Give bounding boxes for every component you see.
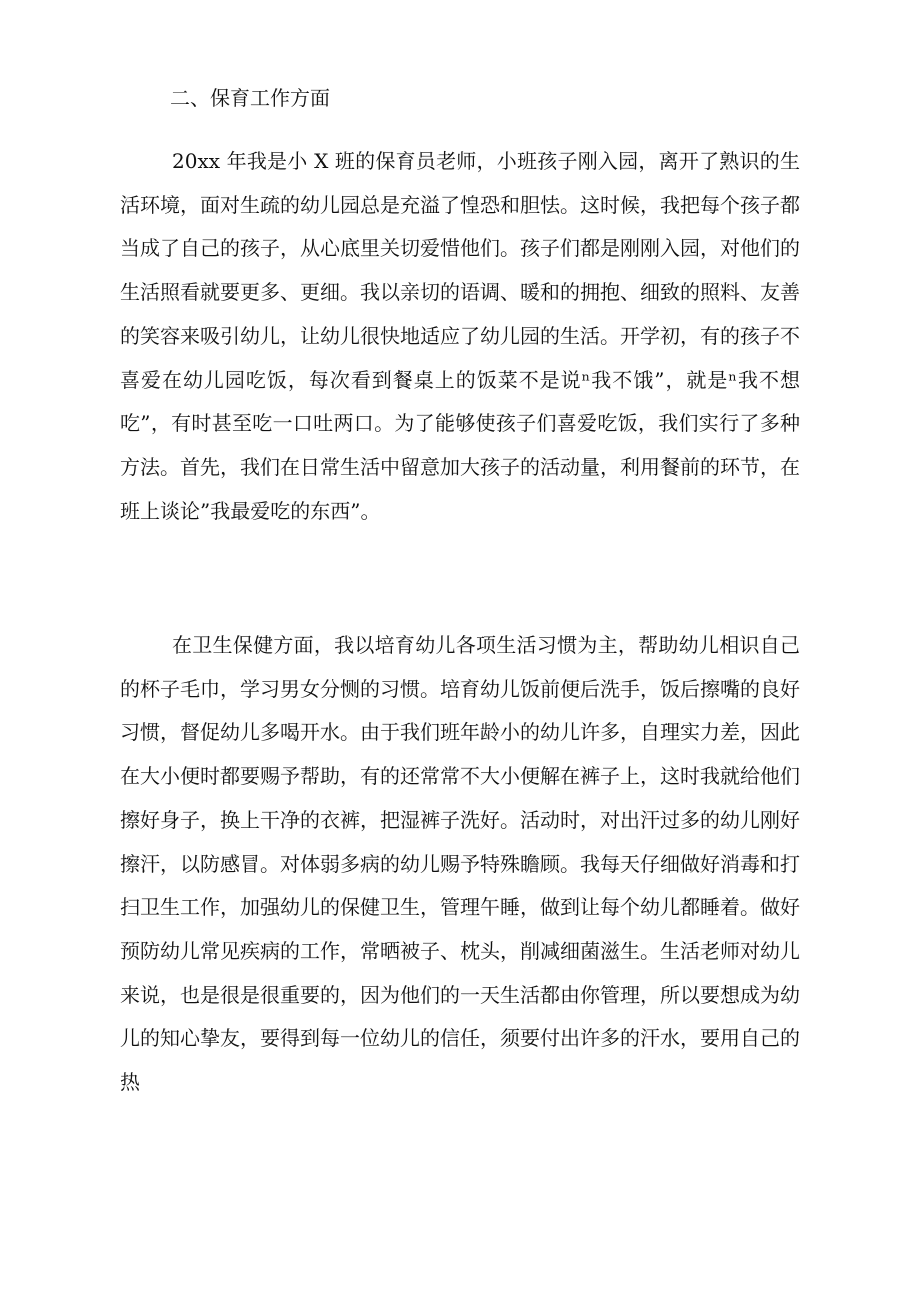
paragraph-childcare-intro: 20xx 年我是小 X 班的保育员老师，小班孩子刚入园，离开了熟识的生活环境，面对生疏的幼儿园总是充溢了惶恐和胆怯。这时候，我把每个孩子都当成了自己的孩子，从心底里关切爱惜他们。孩子们都是刚刚入园，对他们的生活照看就要更多、更细。我以亲切的语调、暖和的拥抱、细致的照料、友善的笑容来吸引幼儿，让幼儿很快地适应了幼儿园的生活。开学初，有的孩子不喜爱在幼儿园吃饭，每次看到餐桌上的饭菜不是说ⁿ我不饿”，就是ⁿ我不想吃”，有时甚至吃一口吐两口。为了能够使孩子们喜爱吃饭，我们实行了多种方法。首先，我们在日常生活中留意加大孩子的活动量，利用餐前的环节，在班上谈论”我最爱吃的东西”。 <box>120 149 800 523</box>
paragraph-health-care: 在卫生保健方面，我以培育幼儿各项生活习惯为主，帮助幼儿相识自己的杯子毛巾，学习男女分恻的习惯。培育幼儿饭前便后洗手，饭后擦嘴的良好习惯，督促幼儿多喝开水。由于我们班年龄小的幼儿许多，自理实力差，因此在大小便时都要赐予帮助，有的还常常不大小便解在裤子上，这时我就给他们擦好身子，换上干净的衣裤，把湿裤子洗好。活动时，对出汗过多的幼儿刚好擦汗，以防感冒。对体弱多病的幼儿赐予特殊瞻顾。我每天仔细做好消毒和打扫卫生工作，加强幼儿的保健卫生，管理午睡，做到让每个幼儿都睡着。做好预防幼儿常见疾病的工作，常晒被子、枕头，削减细菌滋生。生活老师对幼儿来说，也是很是很重要的，因为他们的一天生活都由你管理，所以要想成为幼儿的知心挚友，要得到每一位幼儿的信任，须要付出许多的汗水，要用自己的热 <box>120 633 800 1095</box>
section-heading: 二、保育工作方面 <box>170 86 330 110</box>
